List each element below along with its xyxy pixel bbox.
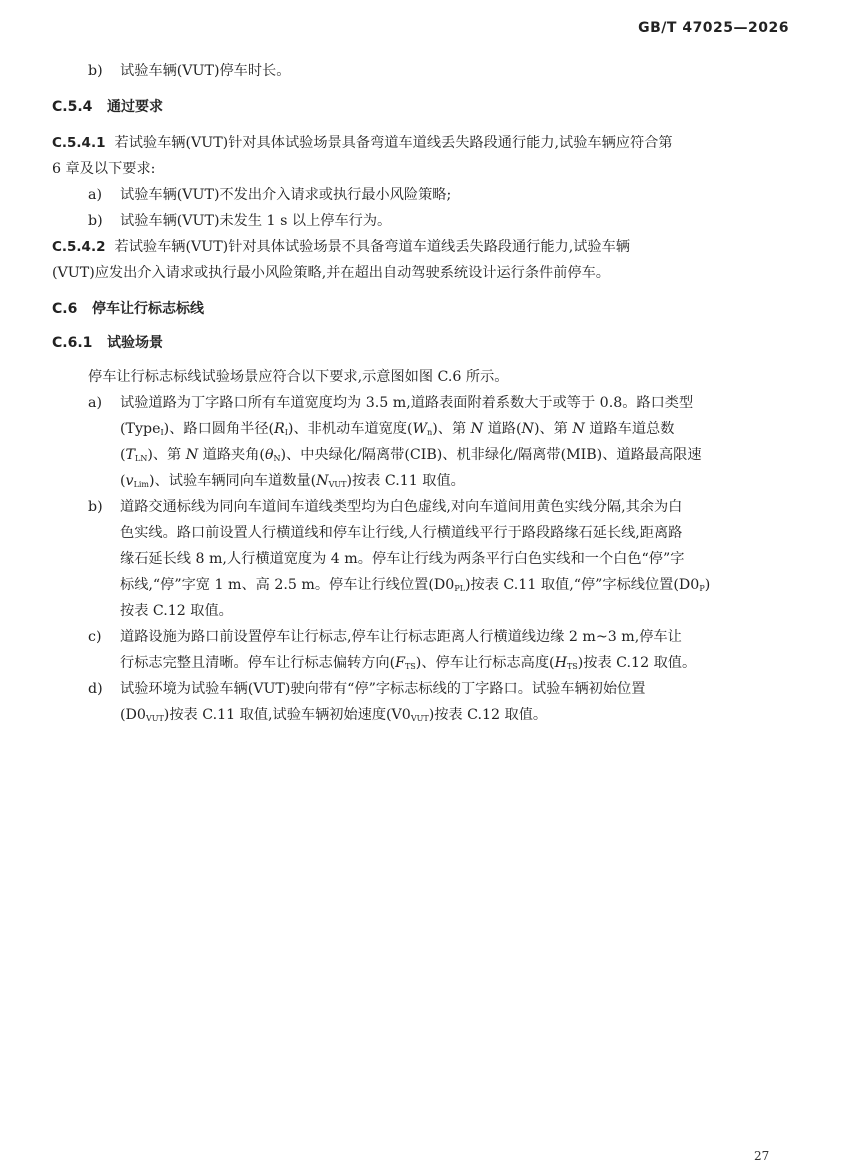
clause-c542: C.5.4.2 若试验车辆(VUT)针对具体试验场景不具备弯道车道线丢失路段通行能力,试验车辆 (VUT)应发出介入请求或执行最小风险策略,并在超出自动驾驶系统设计运行条件前停车。	[52, 239, 630, 281]
clause-number: C.5.4.1	[52, 135, 106, 151]
document-body	[52, 58, 792, 728]
list-item-d: d) 试验环境为试验车辆(VUT)驶向带有“停”字标志标线的丁字路口。试验车辆初始位置 $(D0_{VUT})$按表 C.11 取值,试验车辆初始速度$(V0_{VUT})$按表 C.12 取值。	[88, 681, 646, 723]
list-item: b) 试验车辆(VUT)未发生 1 s 以上停车行为。	[88, 213, 392, 229]
list-item: a) 试验车辆(VUT)不发出介入请求或执行最小风险策略;	[88, 187, 452, 203]
section-heading-c61: C.6.1 试验场景	[52, 335, 164, 351]
standard-code: GB/T 47025—2026	[638, 20, 789, 36]
list-item-b: b) 道路交通标线为同向车道间车道线类型均为白色虚线,对向车道间用黄色实线分隔,其余为白 色实线。路口前设置人行横道线和停车让行线,人行横道线平行于路段路缘石延长线,距离路 缘石延长线 8 m,人行横道宽度为 4 m。停车让行线为两条平行白色实线和一个白色“停”字 标线,“停”字宽 1 m、高 2.5 m。停车让行线位置$(D0_{PL})$按表 C.11 取值,“停”字标线位置$(D0_P)$ 按表 C.12 取值。	[88, 499, 711, 619]
list-item-b-prev: b) 试验车辆(VUT)停车时长。	[88, 63, 291, 79]
section-heading-c54: C.5.4 通过要求	[52, 99, 164, 115]
page-number: 27	[754, 1149, 770, 1163]
section-heading-c6: C.6 停车让行标志标线	[52, 301, 204, 317]
list-item-a: a) 试验道路为丁字路口所有车道宽度均为 3.5 m,道路表面附着系数大于或等于 0.8。路口类型 (Type$_I$)、路口圆角半径$(R_I)$、非机动车道宽度$(W_n)$、第 N 道路(N)、第 N 道路车道总数 $(T_{LN})$、第 N 道路夹角$(\theta_N)$、中央绿化/隔离带(CIB)、机非绿化/隔离带(MIB)、道路最高限速 $(v_{Lim})$、试验车辆同向车道数量$(N_{VUT})$按表 C.11 取值。	[88, 395, 702, 489]
clause-number: C.5.4.2	[52, 239, 106, 255]
intro-paragraph: 停车让行标志标线试验场景应符合以下要求,示意图如图 C.6 所示。	[88, 369, 509, 385]
clause-c541: C.5.4.1 若试验车辆(VUT)针对具体试验场景具备弯道车道线丢失路段通行能力,试验车辆应符合第 6 章及以下要求: a) 试验车辆(VUT)不发出介入请求或执行最小风险策略; b) 试验车辆(VUT)未发生 1 s 以上停车行为。	[52, 130, 792, 234]
list-item-c: c) 道路设施为路口前设置停车让行标志,停车让行标志距离人行横道线边缘 2 m~3 m,停车让 行标志完整且清晰。停车让行标志偏转方向$(F_{TS})$、停车让行标志高度$(H_{TS})$按表 C.12 取值。	[88, 629, 697, 671]
